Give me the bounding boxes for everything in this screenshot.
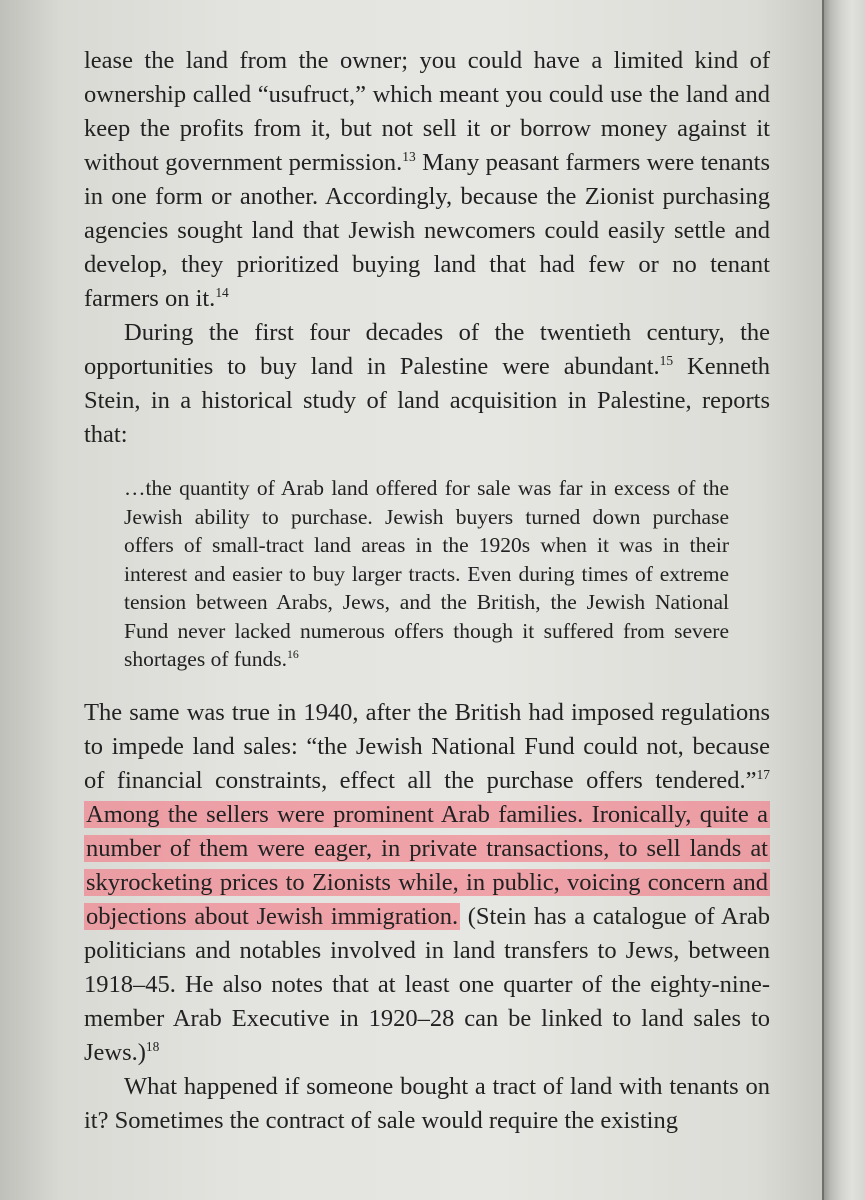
block-quote bbox=[124, 474, 729, 674]
page-shadow bbox=[0, 0, 60, 1200]
footnote-ref-18: 18 bbox=[145, 1038, 160, 1054]
paragraph-1-text: lease the land from the owner; you could have a limited kind of ownership called “usufruct,” which meant you could use the land and keep the profits from it, but not sell it or borrow money against it without government permission. bbox=[84, 47, 770, 176]
highlighted-passage: Among the sellers were prominent Arab families. Ironically, quite a number of them were eager, in private transactions, to sell lands at skyrocketing prices to Zionists while, in public, voicing concern and objections about Jewish immigration. bbox=[86, 800, 768, 930]
paragraph-1 bbox=[84, 44, 770, 316]
paragraph-2 bbox=[84, 316, 770, 452]
footnote-ref-15: 15 bbox=[659, 352, 674, 368]
block-quote-text: …the quantity of Arab land offered for sale was far in excess of the Jewish ability to purchase. Jewish buyers turned down purchase offers of small-tract land areas in the 1920s when it was in their interest and easier to buy larger tracts. Even during times of extreme tension between Arabs, Jews, and the British, the Jewish National Fund never lacked numerous offers though it suffered from severe shortages of funds. bbox=[124, 476, 729, 671]
paragraph-4 bbox=[84, 1070, 770, 1138]
footnote-ref-16: 16 bbox=[287, 646, 299, 661]
paragraph-3-text: The same was true in 1940, after the British had imposed regulations to impede land sales: “the Jewish National Fund could not, because of financial constraints, effect all the purchase offers tendered.” bbox=[84, 698, 770, 794]
paragraph-4-text: What happened if someone bought a tract of land with tenants on it? Sometimes the contract of sale would require the existing bbox=[84, 1072, 770, 1134]
footnote-ref-17: 17 bbox=[756, 766, 770, 782]
footnote-ref-13: 13 bbox=[402, 148, 416, 164]
paragraph-1-text-cont: Many peasant farmers were tenants in one form or another. Accordingly, because the Zionist purchasing agencies sought land that Jewish newcomers could easily settle and develop, they prioritized buying land that had few or no tenant farmers on it. bbox=[84, 149, 770, 312]
paragraph-2-text: During the first four decades of the twentieth century, the opportunities to buy land in Palestine were abundant. bbox=[84, 319, 770, 380]
paragraph-2-text-cont: Kenneth Stein, in a historical study of land acquisition in Palestine, reports that: bbox=[84, 353, 771, 448]
book-gutter bbox=[822, 0, 865, 1200]
paragraph-3 bbox=[84, 696, 770, 1070]
paragraph-3-text-cont: (Stein has a catalogue of Arab politicians and notables involved in land transfers to Jews, between 1918–45. He also notes that at least one quarter of the eighty-nine-member Arab Executive in 1920–28 can be linked to land sales to Jews.) bbox=[84, 902, 771, 1066]
page-edge bbox=[822, 0, 824, 1200]
footnote-ref-14: 14 bbox=[215, 284, 229, 300]
page-text bbox=[84, 44, 770, 1138]
